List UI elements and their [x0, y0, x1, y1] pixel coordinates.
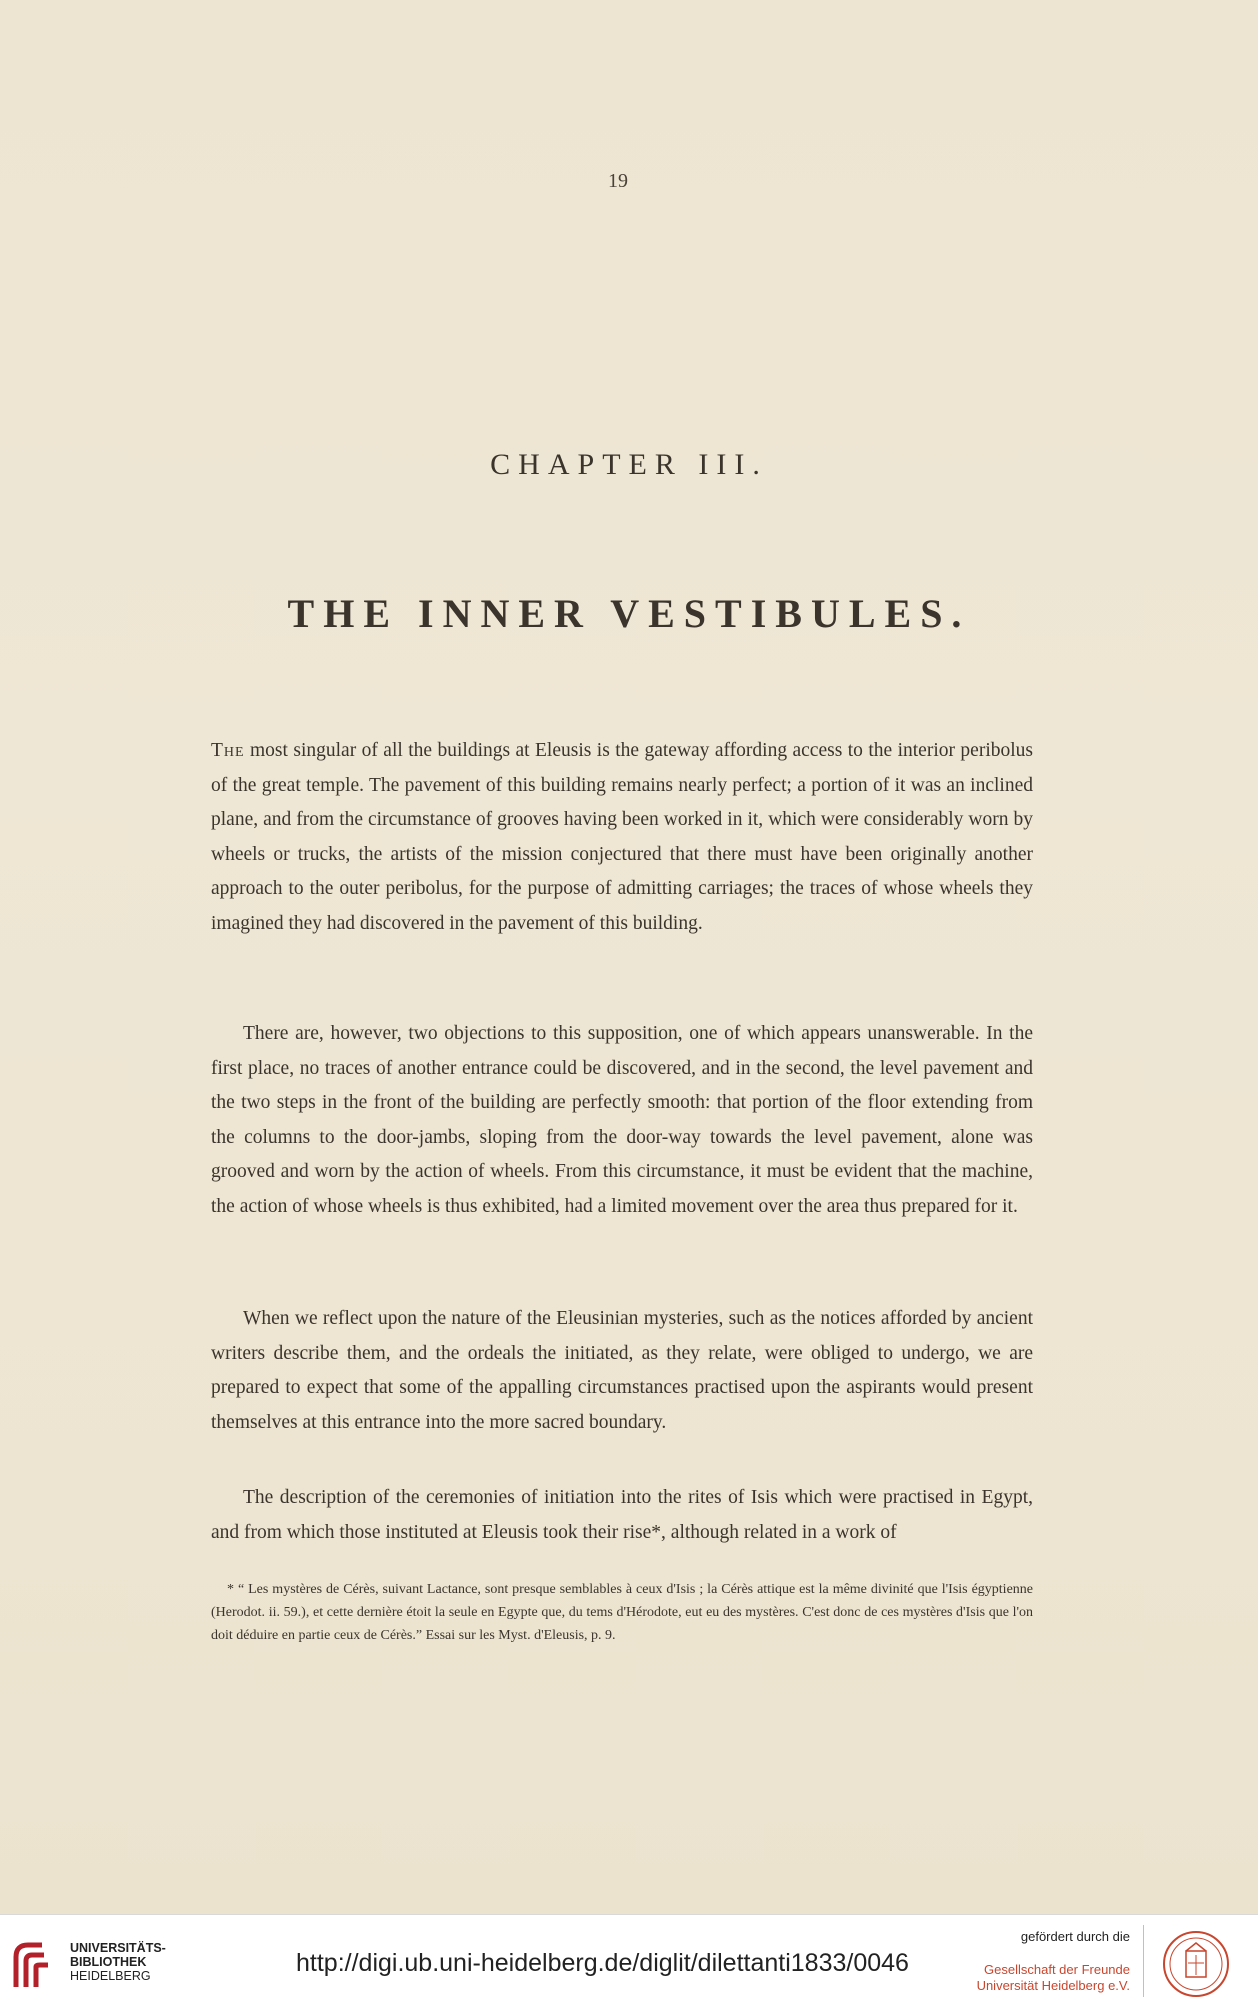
chapter-heading: CHAPTER III. [490, 448, 768, 481]
paragraph-2-text: There are, however, two objections to this supposition, one of which appears unanswerable. In the first place, no traces of another entrance could be discovered, and in the second, the level pavement and the two steps in the front of the building are perfectly smooth: that portion of the floor extending from the columns to the door-jambs, sloping from the door-way towards the level pavement, alone was grooved and worn by the action of wheels. From this circumstance, it must be evident that the machine, the action of whose wheels is thus exhibited, had a limited movement over the area thus prepared for it. [211, 1023, 1033, 1217]
paragraph-4 [211, 1481, 1033, 1550]
paragraph-3 [211, 1302, 1033, 1440]
library-name-line-3: HEIDELBERG [70, 1969, 151, 1983]
paragraph-1-lead-word: The [211, 740, 245, 761]
page-number: 19 [608, 170, 628, 192]
paragraph-4-text: The description of the ceremonies of initiation into the rites of Isis which were practised in Egypt, and from which those instituted at Eleusis took their rise*, although related in a work of [211, 1487, 1033, 1543]
university-seal-icon [1158, 1929, 1234, 1999]
paragraph-3-text: When we reflect upon the nature of the Eleusinian mysteries, such as the notices afforded by ancient writers describe them, and the ordeals the initiated, as they relate, were obliged to undergo, we are prepared to expect that some of the appalling circumstances practised upon the aspirants would present themselves at this entrance into the more sacred boundary. [211, 1308, 1033, 1433]
sponsor-name-line-1: Gesellschaft der Freunde [984, 1962, 1130, 1977]
paragraph-1-text: most singular of all the buildings at Eleusis is the gateway affording access to the interior peribolus of the great temple. The pavement of this building remains nearly perfect; a portion of it was an inclined plane, and from the circumstance of grooves having been worked in it, which were considerably worn by wheels or trucks, the artists of the mission conjectured that there must have been originally another approach to the outer peribolus, for the purpose of admitting carriages; the traces of whose wheels they imagined they had discovered in the pavement of this building. [211, 740, 1033, 934]
ub-heidelberg-logo-icon [12, 1937, 64, 1991]
digitization-footer [0, 1914, 1258, 2006]
sponsor-block [950, 1929, 1130, 1994]
paragraph-2 [211, 1017, 1033, 1224]
sponsor-name-line-2: Universität Heidelberg e.V. [976, 1978, 1130, 1993]
permalink-url[interactable]: http://digi.ub.uni-heidelberg.de/diglit/dilettanti1833/0046 [296, 1949, 909, 1977]
sponsor-label: gefördert durch die [1020, 1929, 1130, 1944]
footer-divider [1143, 1925, 1144, 1997]
paragraph-1 [211, 734, 1033, 941]
chapter-title: THE INNER VESTIBULES. [287, 591, 971, 636]
library-name [70, 1941, 166, 1983]
library-name-line-1: UNIVERSITÄTS- [70, 1941, 166, 1955]
library-name-line-2: BIBLIOTHEK [70, 1955, 147, 1969]
footnote: * “ Les mystères de Cérès, suivant Lactance, sont presque semblables à ceux d'Isis ; la Cérès attique est la même divinité que l'Isis égyptienne (Herodot. ii. 59.), et cette dernière étoit la seule en Egypte que, du tems d'Hérodote, eut eu des mystères. C'est donc de ces mystères d'Isis que l'on doit déduire en partie ceux de Cérès.” Essai sur les Myst. d'Eleusis, p. 9. [211, 1582, 1033, 1643]
